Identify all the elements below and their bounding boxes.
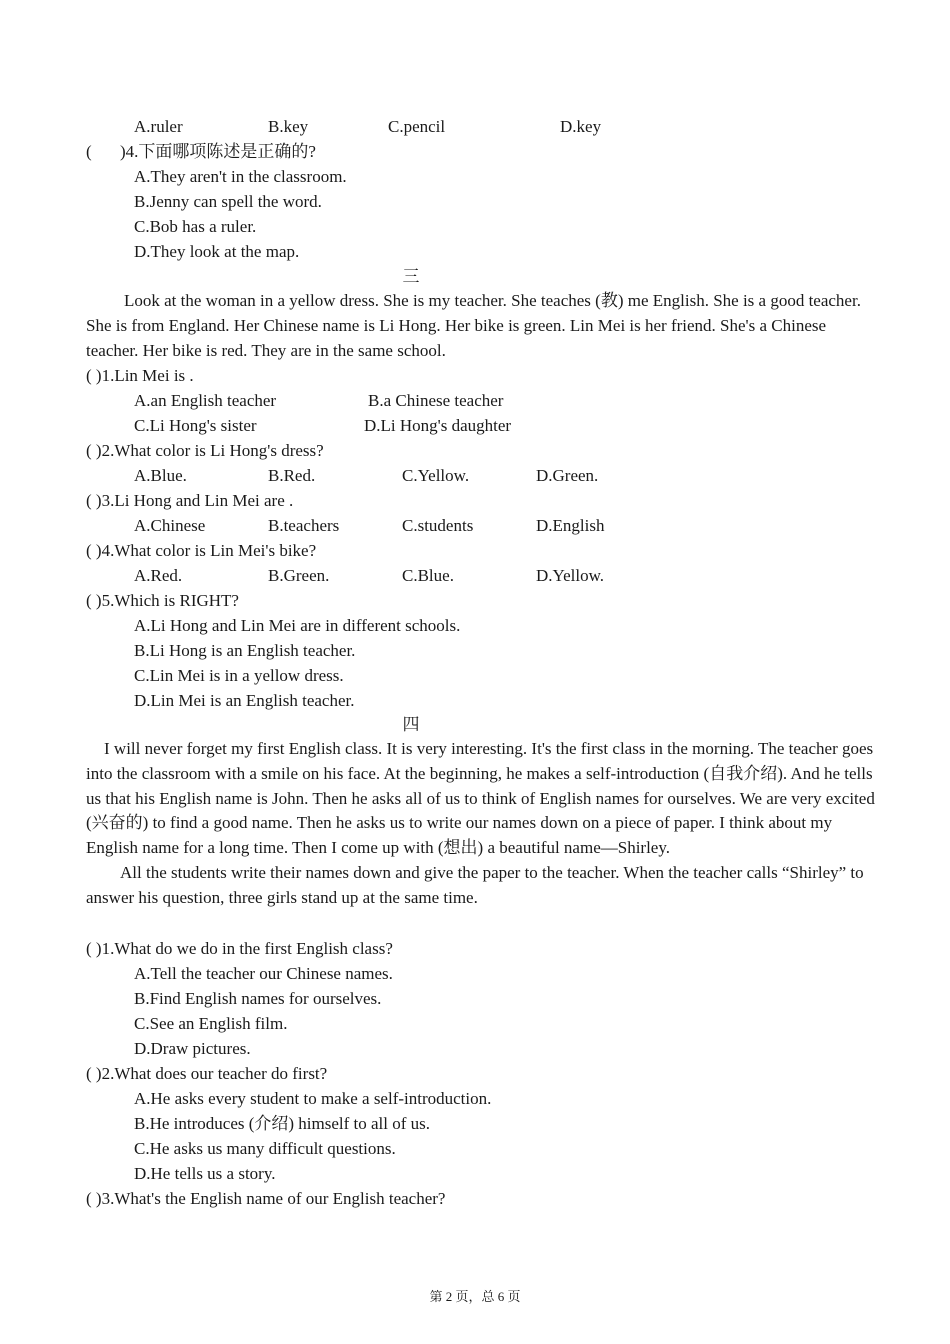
- option-c: C.He asks us many difficult questions.: [134, 1139, 396, 1158]
- option-a: A.Chinese: [134, 516, 206, 535]
- option-d: D.He tells us a story.: [134, 1164, 276, 1183]
- question-5: ( )5.Which is RIGHT?: [86, 591, 239, 610]
- option-c: C.students: [402, 516, 474, 535]
- reading-passage-3: [86, 289, 876, 363]
- question-3: ( )3.What's the English name of our English teacher?: [86, 1189, 446, 1208]
- question-2: ( )2.What does our teacher do first?: [86, 1064, 328, 1083]
- option-d: D.key: [560, 117, 602, 136]
- option-b: B.Green.: [268, 566, 330, 585]
- option-b: B.Find English names for ourselves.: [134, 989, 382, 1008]
- option-d: D.Yellow.: [536, 566, 605, 585]
- option-a: A.He asks every student to make a self-introduction.: [134, 1089, 492, 1108]
- option-d: D.Draw pictures.: [134, 1039, 251, 1058]
- option-b: B.teachers: [268, 516, 340, 535]
- option-b: B.Jenny can spell the word.: [134, 192, 322, 211]
- question-3: ( )3.Li Hong and Lin Mei are .: [86, 491, 294, 510]
- option-a: A.Blue.: [134, 466, 187, 485]
- option-b: B.Red.: [268, 466, 316, 485]
- question-4: ( )4.What color is Lin Mei's bike?: [86, 541, 317, 560]
- option-d: D.Li Hong's daughter: [364, 416, 512, 435]
- option-d: D.Lin Mei is an English teacher.: [134, 691, 355, 710]
- option-a: A.Li Hong and Lin Mei are in different schools.: [134, 616, 461, 635]
- option-c: C.Yellow.: [402, 466, 470, 485]
- question-1: ( )1.Lin Mei is .: [86, 366, 194, 385]
- question-4: )4.下面哪项陈述是正确的?: [120, 142, 316, 161]
- question-bracket: (: [86, 142, 92, 161]
- option-c: C.Li Hong's sister: [134, 416, 257, 435]
- option-d: D.They look at the map.: [134, 242, 300, 261]
- option-a: A.Tell the teacher our Chinese names.: [134, 964, 393, 983]
- reading-passage-4: [86, 737, 876, 911]
- option-b: B.a Chinese teacher: [368, 391, 504, 410]
- option-b: B.key: [268, 117, 309, 136]
- option-c: C.pencil: [388, 117, 446, 136]
- option-a: A.an English teacher: [134, 391, 277, 410]
- option-c: C.Bob has a ruler.: [134, 217, 257, 236]
- option-b: B.He introduces (介绍) himself to all of us.: [134, 1114, 431, 1133]
- option-a: A.Red.: [134, 566, 183, 585]
- option-b: B.Li Hong is an English teacher.: [134, 641, 356, 660]
- option-a: A.They aren't in the classroom.: [134, 167, 347, 186]
- option-c: C.Blue.: [402, 566, 454, 585]
- option-a: A.ruler: [134, 117, 183, 136]
- section-heading-4: 四: [402, 715, 420, 734]
- option-c: C.Lin Mei is in a yellow dress.: [134, 666, 344, 685]
- option-d: D.Green.: [536, 466, 599, 485]
- question-1: ( )1.What do we do in the first English class?: [86, 939, 393, 958]
- passage-paragraph: I will never forget my first English class. It is very interesting. It's the first class in the morning. The teacher goes into the classroom with a smile on his face. At the beginning, he makes a self-introduction (自我介绍). And he tells us that his English name is John. Then he asks all of us to think of English names for ourselves. We are very excited (兴奋的) to find a good name. Then he asks us to write our names down on a piece of paper. I think about my English name for a long time. Then I come up with (想出) a beautiful name—Shirley.: [86, 739, 875, 858]
- option-c: C.See an English film.: [134, 1014, 288, 1033]
- question-2: ( )2.What color is Li Hong's dress?: [86, 441, 324, 460]
- passage-paragraph: All the students write their names down and give the paper to the teacher. When the teacher calls “Shirley” to answer his question, three girls stand up at the same time.: [86, 862, 864, 907]
- section-heading-3: 三: [402, 267, 420, 286]
- option-d: D.English: [536, 516, 605, 535]
- passage-paragraph: Look at the woman in a yellow dress. She is my teacher. She teaches (教) me English. She is a good teacher. She is from England. Her Chinese name is Li Hong. Her bike is green. Lin Mei is her friend. She's a Chinese teacher. Her bike is red. They are in the same school.: [86, 291, 861, 360]
- page-footer: 第 2 页，总 6 页: [429, 1289, 521, 1304]
